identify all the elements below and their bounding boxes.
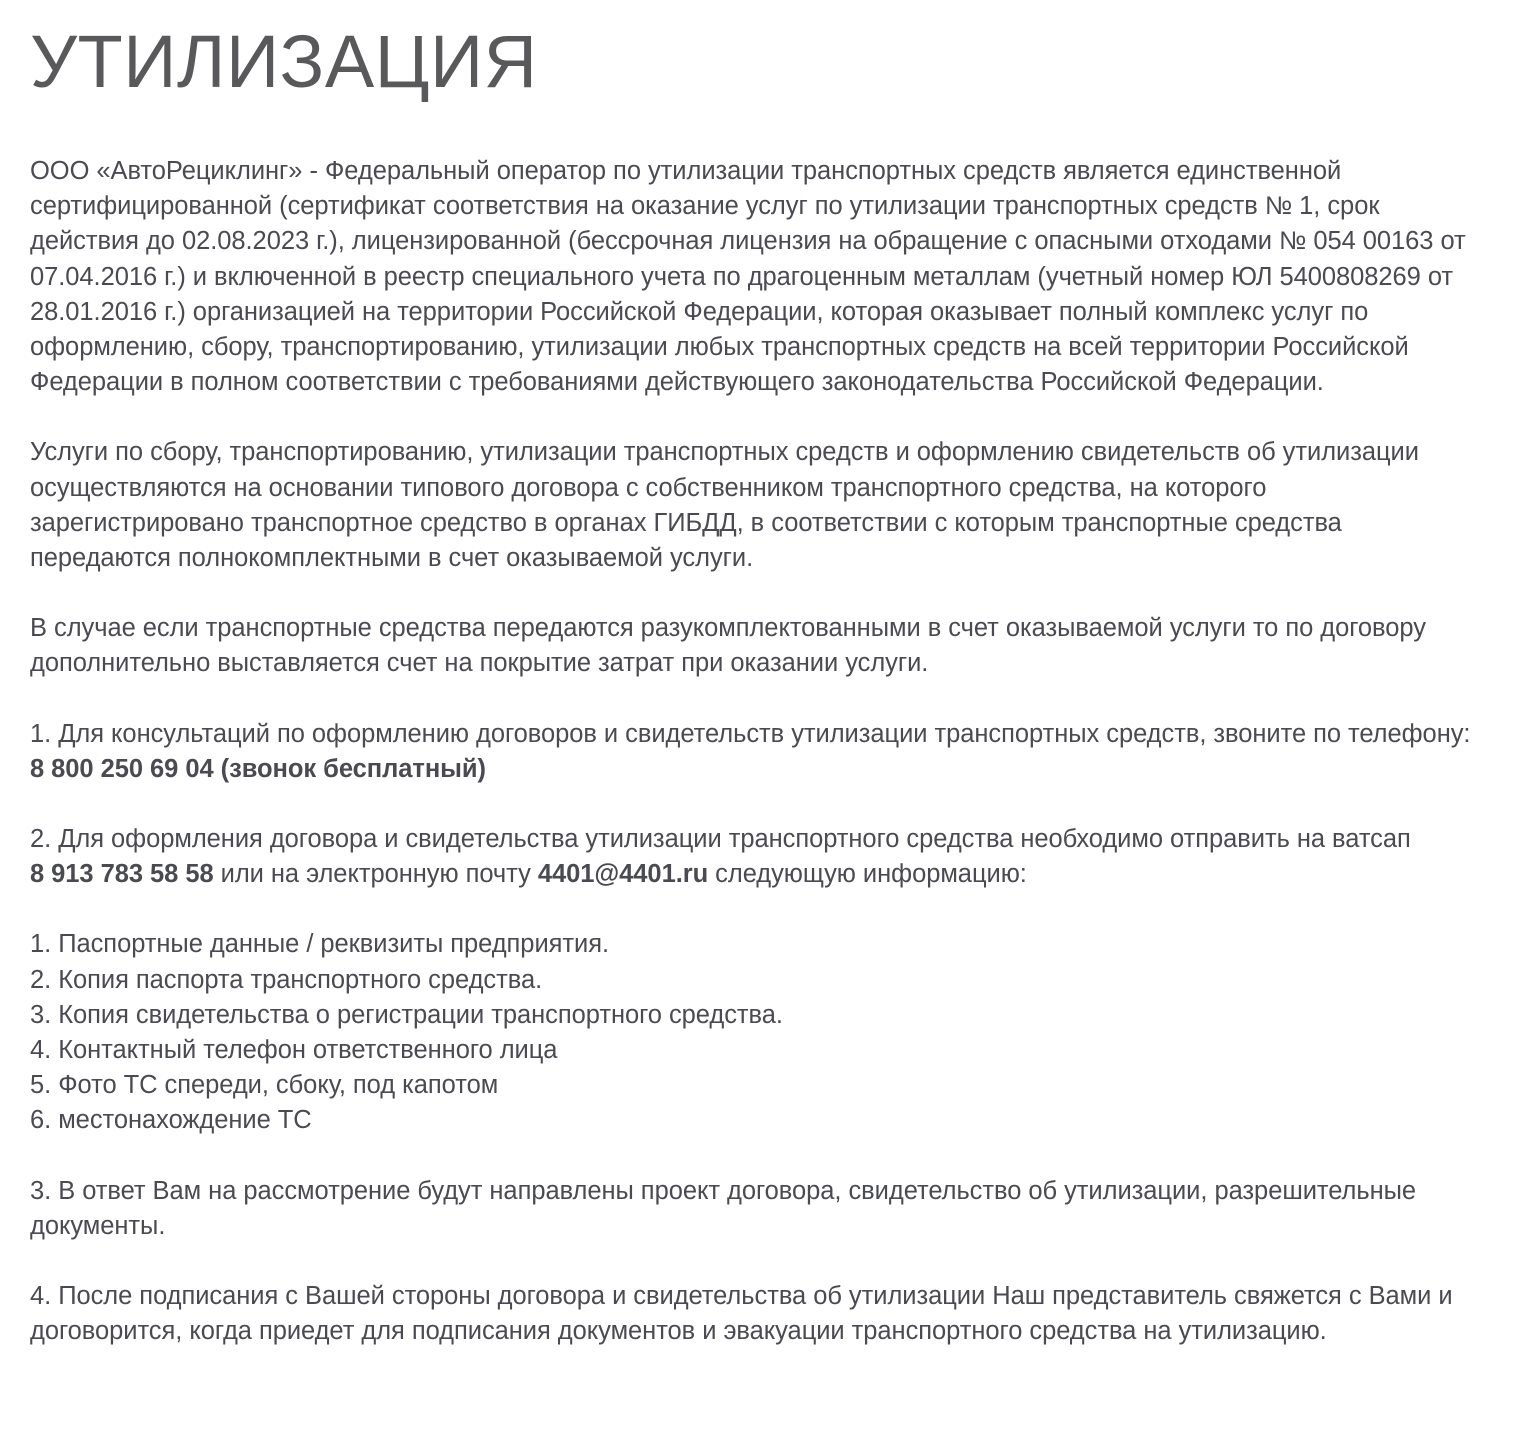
step-2-middle-text: или на электронную почту xyxy=(213,860,538,889)
paragraph-intro: ООО «АвтоРециклинг» - Федеральный оператор по утилизации транспортных средств является единственной сертифицированной (сертификат соответствия на оказание услуг по утилизации транспортных средств № 1, срок действия до 02.08.2023 г.), лицензированной (бессрочная лицензия на обращение с опасными отходами № 054 00163 от 07.04.2016 г.) и включенной в реестр специального учета по драгоценным металлам (учетный номер ЮЛ 5400808269 от 28.01.2016 г.) организацией на территории Российской Федерации, которая оказывает полный комплекс услуг по оформлению, сбору, транспортированию, утилизации любых транспортных средств на всей территории Российской Федерации в полном соответствии с требованиями действующего законодательства Российской Федерации. xyxy=(30,156,1466,397)
list-item: 3. Копия свидетельства о регистрации транспортного средства. xyxy=(30,1000,783,1029)
list-item: 6. местонахождение ТС xyxy=(30,1106,312,1135)
list-item: 4. Контактный телефон ответственного лица xyxy=(30,1035,558,1064)
step-2-block xyxy=(30,822,1486,892)
list-item: 2. Копия паспорта транспортного средства. xyxy=(30,965,543,994)
hotline-phone-number[interactable]: 8 800 250 69 04 (звонок бесплатный) xyxy=(30,754,486,783)
document-body xyxy=(30,154,1486,1349)
list-item: 5. Фото ТС спереди, сбоку, под капотом xyxy=(30,1071,499,1100)
paragraph-incomplete-vehicles: В случае если транспортные средства передаются разукомплектованными в счет оказываемой услуги то по договору дополнительно выставляется счет на покрытие затрат при оказании услуги. xyxy=(30,614,1426,678)
email-address[interactable]: 4401@4401.ru xyxy=(537,860,709,889)
step-1-text: 1. Для консультаций по оформлению договоров и свидетельств утилизации транспортных средств, звоните по телефону: xyxy=(30,719,1471,748)
list-item: 1. Паспортные данные / реквизиты предприятия. xyxy=(30,930,610,959)
paragraph-services: Услуги по сбору, транспортированию, утилизации транспортных средств и оформлению свидетельств об утилизации осуществляются на основании типового договора с собственником транспортного средства, на которого зарегистрировано транспортное средство в органах ГИБДД, в соответствии с которым транспортные средства передаются полнокомплектными в счет оказываемой услуги. xyxy=(30,438,1419,572)
step-2-tail-text: следующую информацию: xyxy=(708,860,1027,889)
step-3-block: 3. В ответ Вам на рассмотрение будут направлены проект договора, свидетельство об утилизации, разрешительные документы. xyxy=(30,1176,1417,1240)
step-4-block: 4. После подписания с Вашей стороны договора и свидетельства об утилизации Наш представитель свяжется с Вами и договорится, когда приедет для подписания документов и эвакуации транспортного средства на утилизацию. xyxy=(30,1281,1453,1346)
step-1-block xyxy=(30,717,1486,787)
step-2-text: 2. Для оформления договора и свидетельства утилизации транспортного средства необходимо отправить на ватсап xyxy=(30,824,1411,853)
page-title: УТИЛИЗАЦИЯ xyxy=(30,20,538,103)
whatsapp-phone-number[interactable]: 8 913 783 58 58 xyxy=(30,860,214,889)
requirements-list xyxy=(30,927,1486,1138)
